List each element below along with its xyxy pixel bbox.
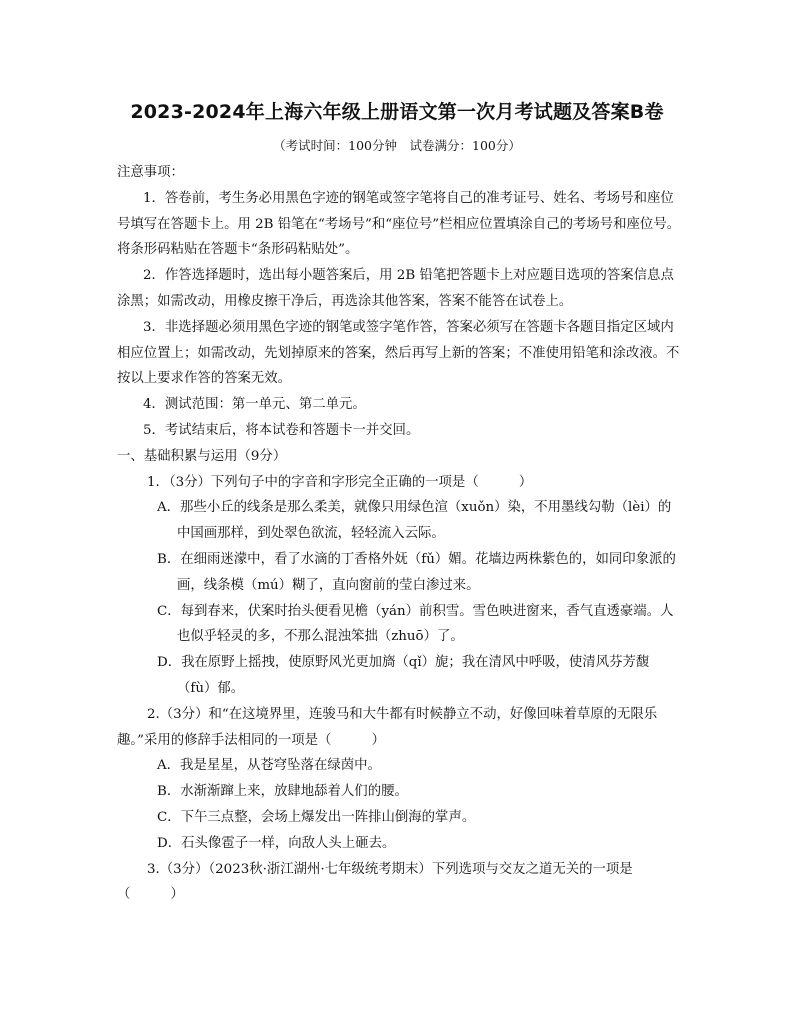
exam-info: （考试时间：100分钟 试卷满分：100分） bbox=[273, 138, 521, 153]
answer-option: D．我在原野上摇拽，使原野风光更加旖（qǐ）旎；我在清风中呼吸，使清风芬芳馥（fù）郁。 bbox=[157, 655, 650, 696]
note-item: 5．考试结束后，将本试卷和答题卡一并交回。 bbox=[143, 422, 420, 438]
note-item: 2．作答选择题时，选出每小题答案后，用 2B 铅笔把答题卡上对应题目选项的答案信息点涂黑；如需改动，用橡皮擦干净后，再选涂其他答案，答案不能答在试卷上。 bbox=[117, 268, 674, 309]
page-title: 2023-2024年上海六年级上册语文第一次月考试题及答案B卷 bbox=[130, 101, 664, 123]
note-item: 4．测试范围：第一单元、第二单元。 bbox=[143, 397, 366, 413]
answer-option: A．那些小丘的线条是那么柔美，就像只用绿色渲（xuǒn）染，不用墨线勾勒（lèi）的中国画那样，到处翠色欲流，轻轻流入云际。 bbox=[157, 500, 672, 542]
section-heading: 一、基础积累与运用（9分） bbox=[117, 448, 287, 464]
question-stem: 1．（3分）下列句子中的字音和字形完全正确的一项是（ ） bbox=[147, 474, 533, 490]
answer-option: B．水渐渐蹿上来，放肆地舔着人们的腰。 bbox=[157, 784, 408, 800]
answer-option: C．下午三点整，会场上爆发出一阵排山倒海的掌声。 bbox=[157, 809, 476, 825]
document-body bbox=[117, 160, 682, 908]
answer-option: C．每到春来，伏案时抬头便看见檐（yán）前积雪。雪色映进窗来，香气直透豪端。人也似乎轻灵的多，不那么混浊笨拙（zhuō）了。 bbox=[157, 603, 674, 645]
answer-option: A．我是星星，从苍穹坠落在绿茵中。 bbox=[157, 758, 381, 774]
question-stem: 3.（3分）（2023秋·浙江湖州·七年级统考期末）下列选项与交友之道无关的一项是（ ） bbox=[117, 861, 633, 903]
answer-option: D．石头像雹子一样，向敌人头上砸去。 bbox=[157, 835, 396, 851]
note-item: 3．非选择题必须用黑色字迹的钢笔或签字笔作答，答案必须写在答题卡各题目指定区域内相应位置上；如需改动，先划掉原来的答案，然后再写上新的答案；不准使用铅笔和涂改液。不按以上要求作答的答案无效。 bbox=[117, 319, 680, 387]
answer-option: B．在细雨迷濛中，看了水滴的丁香格外妩（fǔ）媚。花墙边两株紫色的，如同印象派的画，线条模（mú）糊了，直向窗前的莹白渗过来。 bbox=[157, 551, 676, 593]
question-stem: 2.（3分）和“在这境界里，连骏马和大牛都有时候静立不动，好像回味着草原的无限乐趣。”采用的修辞手法相同的一项是（ ） bbox=[117, 706, 658, 748]
notes-heading: 注意事项： bbox=[117, 165, 184, 180]
note-item: 1．答卷前，考生务必用黑色字迹的钢笔或签字笔将自己的准考证号、姓名、考场号和座位号填写在答题卡上。用 2B 铅笔在“考场号”和“座位号”栏相应位置填涂自己的考场号和座位号。将条形码粘贴在答题卡“条形码粘贴处”。 bbox=[117, 190, 681, 258]
